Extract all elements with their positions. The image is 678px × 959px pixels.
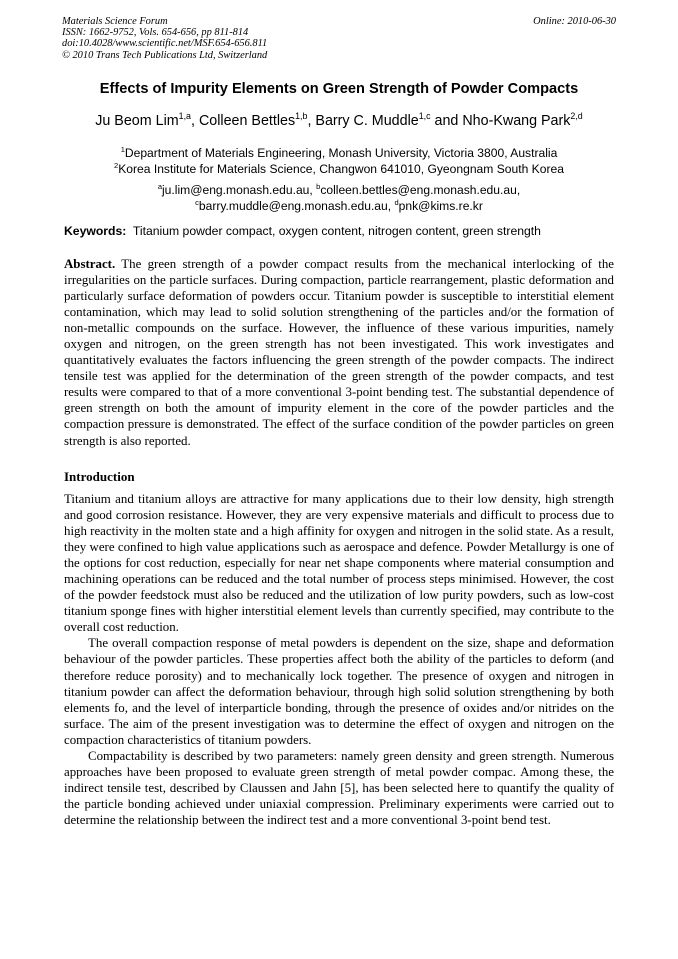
affiliation-2 (0, 161, 678, 177)
affiliation-sup: 1 (120, 144, 125, 154)
author-sup: 2,d (570, 111, 583, 122)
author-name: Ju Beom Lim (95, 113, 179, 129)
abstract-label: Abstract. (64, 257, 116, 271)
email-c[interactable]: barry.muddle@eng.monash.edu.au, (198, 199, 392, 213)
journal-header (62, 16, 616, 61)
journal-name: Materials Science Forum (62, 16, 168, 27)
email-line-1: $^a$ju.lim@eng.monash.edu.au, $^b$colleen.bettles@eng.monash.edu.au, (157, 181, 521, 197)
affiliation-text: Department of Materials Engineering, Monash University, Victoria 3800, Australia (124, 146, 558, 160)
keywords (64, 224, 624, 238)
affiliation-text: Korea Institute for Materials Science, Changwon 641010, Gyeongnam South Korea (118, 162, 564, 176)
author-sup: 1,b (295, 111, 308, 122)
author-list: Ju Beom Lim$^{1,a}$, Colleen Bettles$^{1,b}$, Barry C. Muddle$^{1,c}$ and Nho-Kwang Park$^{2,d}$ (95, 111, 583, 129)
affiliation-1 (0, 145, 678, 161)
keywords-label: Keywords: (64, 224, 127, 238)
author-sup: 1,a (178, 111, 191, 122)
paragraph: The overall compaction response of metal powders is dependent on the size, shape and deformation behaviour of the powder particles. These properties affect both the ability of the particles to deform (and therefore reduce porosity) and to mechanically lock together. The presence of oxygen and nitrogen in titanium powder can affect the deformation behaviour, through high solid solution strengthening by both elements fo, and the level of interparticle bonding, through the presence of oxides and/or nitrides on the surface. The aim of the present investigation was to determine the effect of oxygen and nitrogen on the compaction characteristics of titanium powders. (64, 636, 614, 747)
author-name: Colleen Bettles (198, 113, 296, 129)
email-d[interactable]: pnk@kims.re.kr (398, 199, 483, 213)
paragraph: Compactability is described by two parameters: namely green density and green strength. Numerous approaches have been proposed to evaluate green strength of metal powder compac. Among these, the indirect tensile test, described by Claussen and Jahn [5], has been selected here to quantify the quality of the particle bonding achieved under uniaxial compression. Preliminary experiments were carried out to determine the relationship between the indirect test and a more conventional 3-point bend test. (64, 748, 614, 827)
issn-line: ISSN: 1662-9752, Vols. 654-656, pp 811-814 (62, 27, 249, 39)
introduction-body (64, 491, 614, 828)
affiliation-sup: 2 (114, 160, 119, 170)
doi-line: doi:10.4028/www.scientific.net/MSF.654-656.811 (62, 38, 268, 50)
keywords-text: Titanium powder compact, oxygen content, nitrogen content, green strength (132, 224, 541, 238)
abstract (64, 256, 614, 449)
paper-title: Effects of Impurity Elements on Green Strength of Powder Compacts (99, 81, 579, 97)
email-a[interactable]: ju.lim@eng.monash.edu.au, (161, 183, 313, 197)
abstract-text: The green strength of a powder compact results from the mechanical interlocking of the irregularities on the particle surfaces. During compaction, particle rearrangement, plastic deformation and particularly surface deformation of powders occur. Titanium powder is susceptible to interstitial element contamination, which may lead to solid solution strengthening of the particles and/or the formation of non-metallic compounds on the surface. However, the influence of these various impurities, namely oxygen and nitrogen, on the green strength has not been investigated. This work investigates and quantitatively evaluates the factors influencing the green strength of the powder compacts. The indirect tensile test was applied for the determination of the green strength of the powder compacts, and test results were compared to that of a more conventional 3-point bending test. The substantial dependence of green strength on both the amount of impurity element in the core of the powder particles and the compaction pressure is demonstrated. The effect of the surface condition of the powder particles on green strength is also reported. (64, 257, 614, 448)
copyright-line: © 2010 Trans Tech Publications Ltd, Switzerland (62, 49, 268, 61)
email-line-2: $^c$barry.muddle@eng.monash.edu.au, $^d$pnk@kims.re.kr (195, 197, 483, 213)
author-name: Barry C. Muddle (315, 113, 419, 129)
section-heading-introduction: Introduction (64, 469, 135, 484)
author-name: Nho-Kwang Park (462, 113, 571, 129)
paragraph: Titanium and titanium alloys are attractive for many applications due to their low density, high strength and good corrosion resistance. However, they are very expensive materials and difficult to process due to high reactivity in the molten state and a high affinity for oxygen and nitrogen in the solid state. As a result, they were confined to high value applications such as aerospace and defence. Powder Metallurgy is one of the options for cost reduction, especially for near net shape components where material consumption and machining operations can be reduced and the total number of process steps minimised. However, the cost of the powder feedstock must also be reduced and the utilization of low purity powders, such as low-cost titanium sponge fines with higher interstitial element levels than currently specified, may contribute to the overall cost reduction. (64, 492, 614, 635)
online-date: Online: 2010-06-30 (533, 16, 616, 27)
email-b[interactable]: colleen.bettles@eng.monash.edu.au, (320, 183, 521, 197)
author-sup: 1,c (418, 111, 431, 122)
